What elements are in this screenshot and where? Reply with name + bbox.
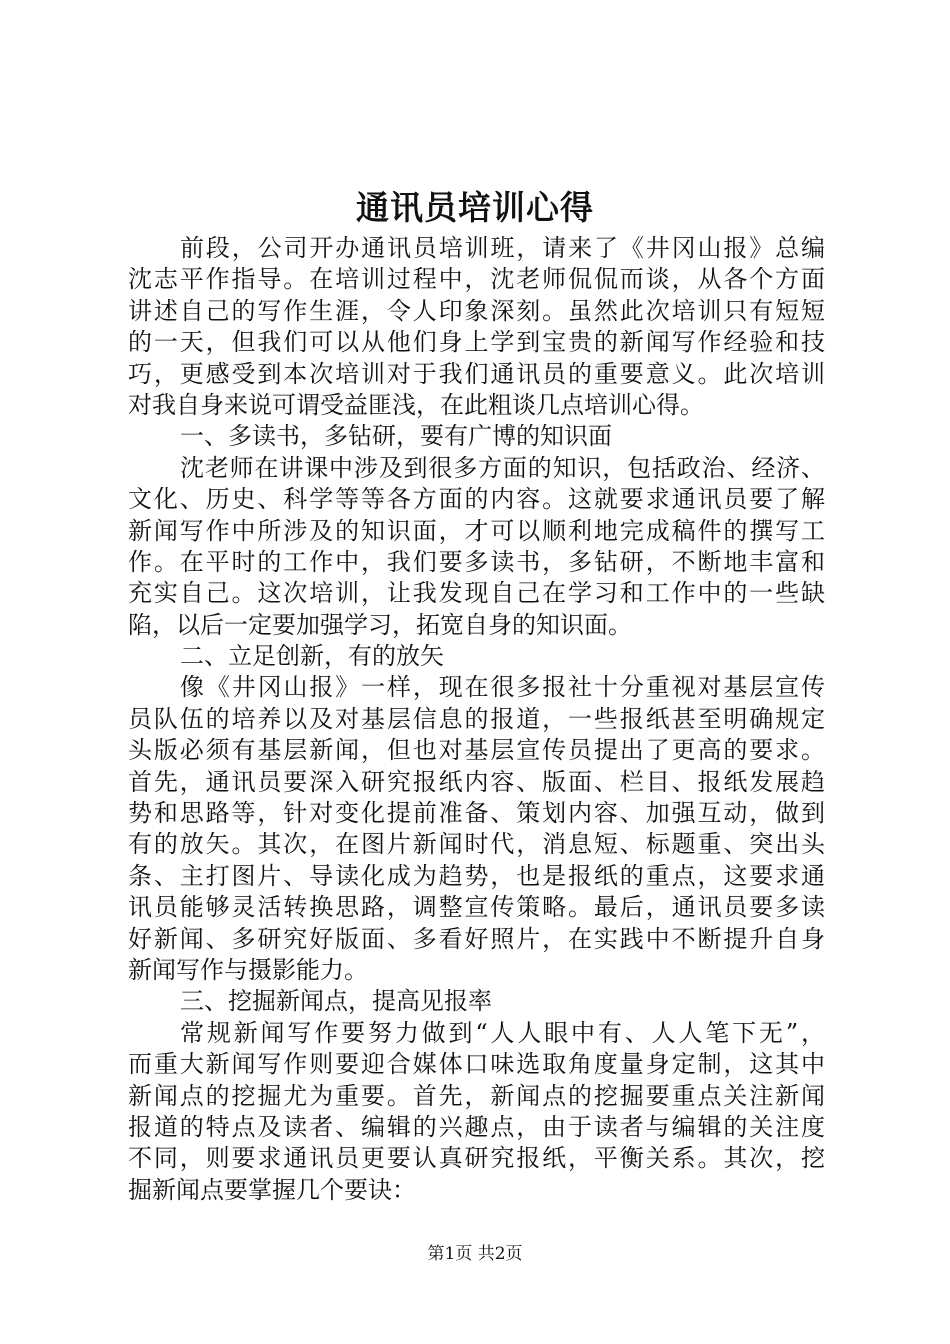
document-body — [128, 233, 825, 1206]
page-footer: 第1页 共2页 — [427, 1244, 523, 1264]
paragraph-line: 常规新闻写作要努力做到“人人眼中有、人人笔下无”， — [180, 1018, 825, 1047]
paragraph-line: 沈老师在讲课中涉及到很多方面的知识，包括政治、经济、 — [180, 453, 825, 482]
paragraph-line: 新闻点的挖掘尤为重要。首先，新闻点的挖掘要重点关注新闻 — [128, 1081, 825, 1110]
paragraph-line: 对我自身来说可谓受益匪浅，在此粗谈几点培训心得。 — [128, 390, 704, 419]
paragraph-line: 不同，则要求通讯员更要认真研究报纸，平衡关系。其次，挖 — [128, 1144, 825, 1173]
document-title: 通讯员培训心得 — [356, 188, 594, 227]
paragraph-line: 新闻写作中所涉及的知识面，才可以顺利地完成稿件的撰写工 — [128, 516, 825, 545]
paragraph-line: 报道的特点及读者、编辑的兴趣点，由于读者与编辑的关注度 — [128, 1112, 825, 1141]
paragraph-line: 讲述自己的写作生涯，令人印象深刻。虽然此次培训只有短短 — [128, 296, 825, 325]
paragraph-line: 前段，公司开办通讯员培训班，请来了《井冈山报》总编 — [180, 234, 825, 262]
paragraph-line: 沈志平作指导。在培训过程中，沈老师侃侃而谈，从各个方面 — [128, 265, 825, 294]
paragraph-line: 掘新闻点要掌握几个要诀： — [128, 1175, 416, 1204]
section-heading: 二、立足创新，有的放矢 — [180, 642, 444, 671]
paragraph-line: 陷，以后一定要加强学习，拓宽自身的知识面。 — [128, 610, 632, 639]
paragraph-line: 首先，通讯员要深入研究报纸内容、版面、栏目、报纸发展趋 — [128, 767, 825, 796]
paragraph-line: 有的放矢。其次，在图片新闻时代，消息短、标题重、突出头 — [128, 830, 825, 859]
paragraph-line: 巧，更感受到本次培训对于我们通讯员的重要意义。此次培训 — [128, 359, 825, 388]
section-heading: 三、挖掘新闻点，提高见报率 — [180, 987, 492, 1016]
paragraph-line: 的一天，但我们可以从他们身上学到宝贵的新闻写作经验和技 — [128, 328, 825, 357]
paragraph-line: 而重大新闻写作则要迎合媒体口味选取角度量身定制，这其中 — [128, 1050, 825, 1079]
paragraph-line: 讯员能够灵活转换思路，调整宣传策略。最后，通讯员要多读 — [128, 893, 825, 922]
paragraph-line: 充实自己。这次培训，让我发现自己在学习和工作中的一些缺 — [128, 579, 825, 608]
paragraph-line: 像《井冈山报》一样，现在很多报社十分重视对基层宣传 — [180, 673, 825, 702]
paragraph-line: 好新闻、多研究好版面、多看好照片，在实践中不断提升自身 — [128, 924, 825, 953]
paragraph-line: 势和思路等，针对变化提前准备、策划内容、加强互动，做到 — [128, 799, 825, 828]
paragraph-line: 文化、历史、科学等等各方面的内容。这就要求通讯员要了解 — [128, 485, 825, 514]
paragraph-line: 作。在平时的工作中，我们要多读书，多钻研，不断地丰富和 — [128, 547, 825, 576]
paragraph-line: 头版必须有基层新闻，但也对基层宣传员提出了更高的要求。 — [128, 736, 825, 765]
section-heading: 一、多读书，多钻研，要有广博的知识面 — [180, 422, 612, 451]
paragraph-line: 条、主打图片、导读化成为趋势，也是报纸的重点，这要求通 — [128, 861, 825, 890]
paragraph-line: 员队伍的培养以及对基层信息的报道，一些报纸甚至明确规定 — [128, 704, 825, 733]
paragraph-line: 新闻写作与摄影能力。 — [128, 955, 368, 984]
